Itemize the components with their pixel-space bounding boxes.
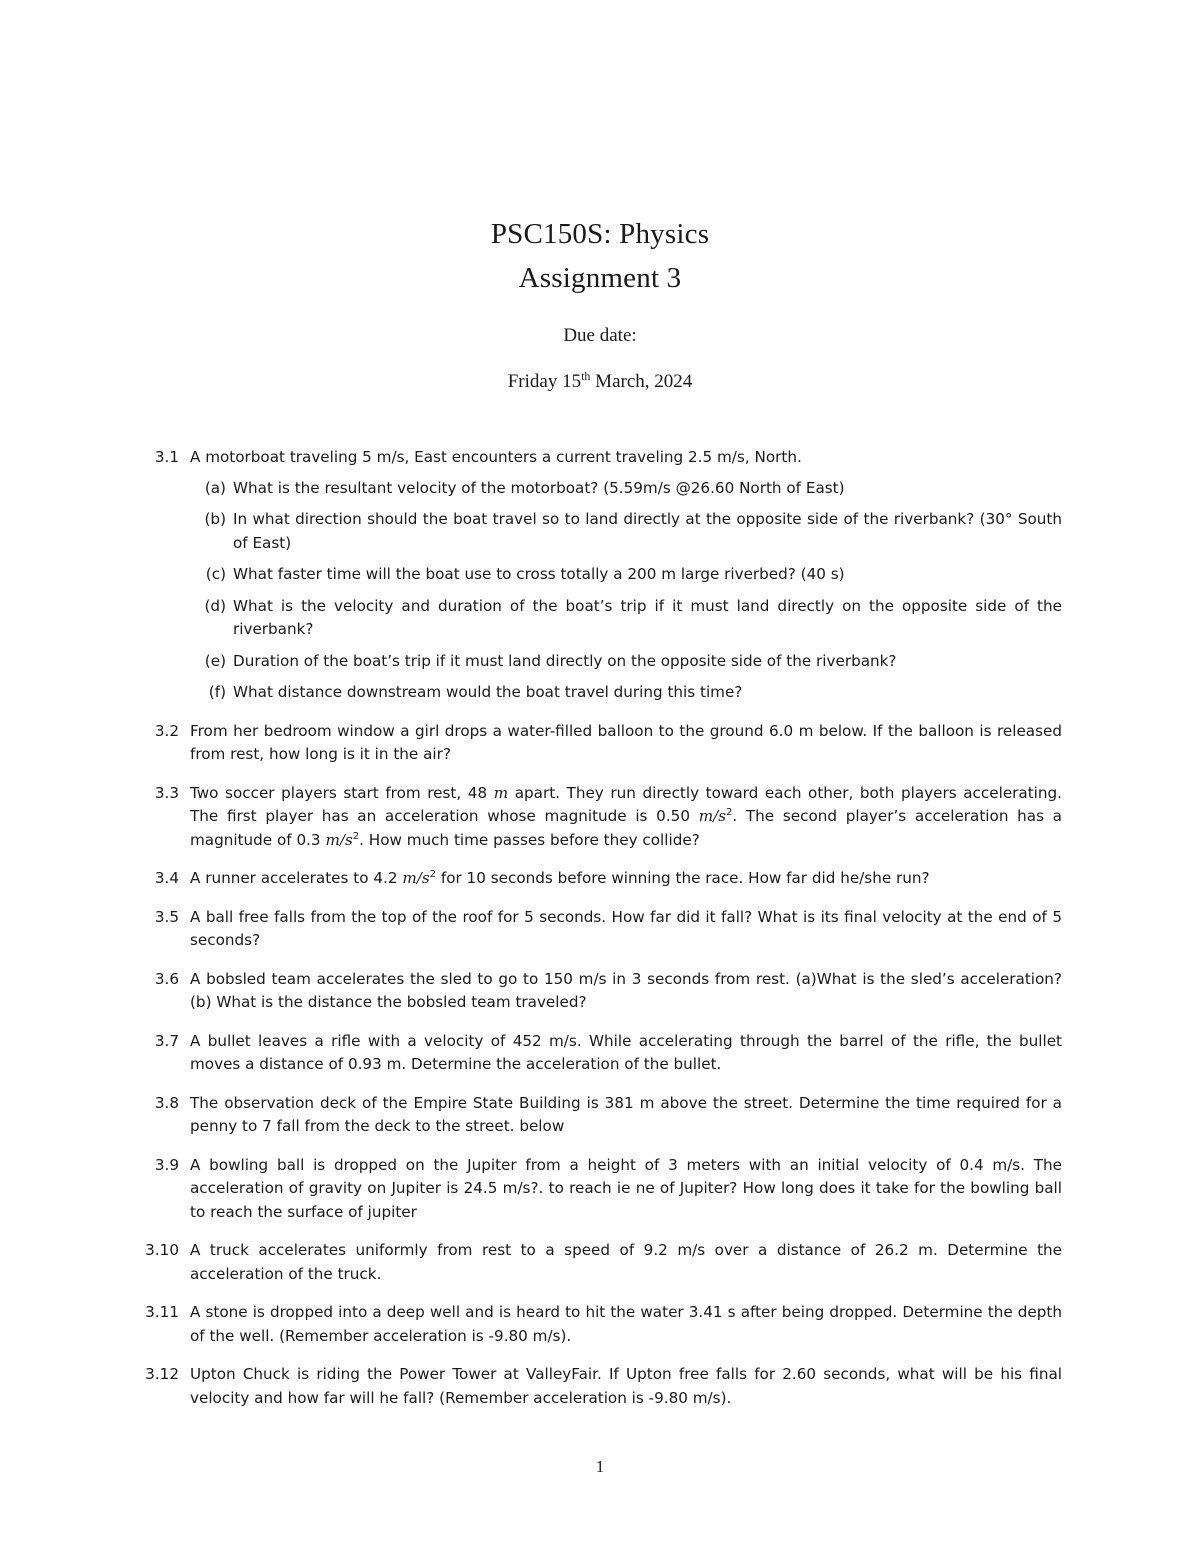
due-label: Due date: — [563, 325, 637, 346]
problem-3-4 — [0, 867, 1200, 891]
problem-3-6 — [0, 968, 1200, 1015]
unit-symbol: m — [493, 783, 509, 802]
problem-number: 3.7 — [154, 1031, 179, 1050]
problem-number: 3.10 — [145, 1241, 179, 1259]
problem-3-11 — [0, 1301, 1200, 1348]
problem-number: 3.1 — [154, 448, 179, 466]
unit-symbol: m/s — [402, 869, 430, 887]
subpart-label: (d) — [204, 596, 226, 615]
subpart-text: In what direction should the boat travel so to land directly at the opposite side of the riverbank? (30° South of East) — [233, 510, 1062, 552]
subpart-text: What is the velocity and duration of the boat’s trip if it must land directly on the opposite side of the riverbank? — [233, 596, 1062, 638]
subpart-label: (a) — [204, 478, 226, 497]
course-title: PSC150S: Physics — [490, 218, 710, 250]
problem-text: A bobsled team accelerates the sled to go to 150 m/s in 3 seconds from rest. (a)What is the sled’s acceleration? (b) What is the distance the bobsled team traveled? — [190, 969, 1062, 1011]
problem-number: 3.8 — [154, 1093, 179, 1112]
problem-number: 3.4 — [154, 869, 179, 887]
subpart-label: (e) — [204, 651, 226, 670]
subpart-list — [0, 477, 1200, 705]
problem-3-7 — [0, 1030, 1200, 1077]
problem-3-9 — [0, 1154, 1200, 1225]
subpart-text: What faster time will the boat use to cross totally a 200 m large riverbed? (40 s) — [233, 565, 845, 583]
subpart-f — [0, 681, 1200, 705]
unit-symbol: m/s — [698, 807, 726, 825]
exponent: 2 — [352, 830, 360, 842]
subpart-label: (c) — [205, 565, 226, 583]
page-number: 1 — [595, 1457, 605, 1476]
exponent: 2 — [429, 869, 437, 880]
problem-text: A truck accelerates uniformly from rest to a speed of 9.2 m/s over a distance of 26.2 m. Determine the acceleration of the truck. — [190, 1241, 1062, 1283]
problem-number: 3.2 — [154, 721, 179, 740]
problem-text: Upton Chuck is riding the Power Tower at ValleyFair. If Upton free falls for 2.60 seconds, what will be his final velocity and how far will he fall? (Remember acceleration is -9.80 m/s). — [190, 1365, 1062, 1407]
exponent: 2 — [726, 807, 733, 818]
problem-text: A bowling ball is dropped on the Jupiter from a height of 3 meters with an initial velocity of 0.4 m/s. The acceleration of gravity on Jupiter is 24.5 m/s?. to reach ie ne of Jupiter? How long does it take for the bowling ball to reach the surface of jupiter — [190, 1155, 1062, 1221]
problem-3-3 — [0, 782, 1200, 853]
problem-text: A runner accelerates to 4.2 $m/s^2$ for 10 seconds before winning the race. How far did he/she run? — [190, 869, 930, 887]
problem-3-12 — [0, 1363, 1200, 1410]
problem-3-5 — [0, 906, 1200, 953]
ordinal-suffix: th — [581, 369, 591, 383]
problem-text: Two soccer players start from rest, 48 m apart. They run directly toward each other, both players accelerating. The first player has an acceleration whose magnitude is 0.50 $m/s^2$. The second player’s acceleration has a magnitude of 0.3 $m/s^2$. How much time passes before they collide? — [190, 783, 1062, 849]
subpart-e — [0, 650, 1200, 674]
subpart-c — [0, 563, 1200, 587]
subpart-label: (f) — [208, 683, 226, 701]
problem-list — [0, 446, 1200, 1425]
problem-3-10 — [0, 1239, 1200, 1286]
due-date: Friday 15th March, 2024 — [507, 369, 693, 392]
subpart-text: What is the resultant velocity of the motorboat? (5.59m/s @26.60 North of East) — [233, 478, 845, 497]
subpart-label: (b) — [204, 510, 226, 528]
problem-text: From her bedroom window a girl drops a water-filled balloon to the ground 6.0 m below. If the balloon is released from rest, how long is it in the air? — [190, 721, 1062, 763]
title-block — [0, 214, 1200, 394]
subpart-a — [0, 477, 1200, 501]
assignment-title: Assignment 3 — [518, 262, 682, 294]
problem-text: A bullet leaves a rifle with a velocity of 452 m/s. While accelerating through the barrel of the rifle, the bullet moves a distance of 0.93 m. Determine the acceleration of the bullet. — [190, 1031, 1062, 1073]
subpart-d — [0, 595, 1200, 642]
subpart-text: What distance downstream would the boat travel during this time? — [233, 683, 743, 701]
unit-symbol: m/s — [325, 830, 353, 849]
problem-3-1 — [0, 446, 1200, 705]
problem-number: 3.5 — [154, 907, 179, 926]
problem-number: 3.12 — [145, 1365, 179, 1383]
subpart-text: Duration of the boat’s trip if it must land directly on the opposite side of the riverbank? — [233, 651, 897, 670]
problem-text: A ball free falls from the top of the roof for 5 seconds. How far did it fall? What is its final velocity at the end of 5 seconds? — [190, 907, 1062, 949]
problem-number: 3.6 — [154, 969, 179, 988]
problem-number: 3.9 — [154, 1155, 179, 1174]
problem-number: 3.11 — [145, 1303, 179, 1321]
subpart-b — [0, 508, 1200, 555]
problem-3-2 — [0, 720, 1200, 767]
problem-number: 3.3 — [154, 783, 179, 802]
problem-text: A motorboat traveling 5 m/s, East encounters a current traveling 2.5 m/s, North. — [190, 448, 802, 466]
problem-3-8 — [0, 1092, 1200, 1139]
problem-text: The observation deck of the Empire State Building is 381 m above the street. Determine the time required for a penny to 7 fall from the deck to the street. below — [190, 1093, 1062, 1135]
problem-text: A stone is dropped into a deep well and is heard to hit the water 3.41 s after being dropped. Determine the depth of the well. (Remember acceleration is -9.80 m/s). — [190, 1303, 1062, 1345]
